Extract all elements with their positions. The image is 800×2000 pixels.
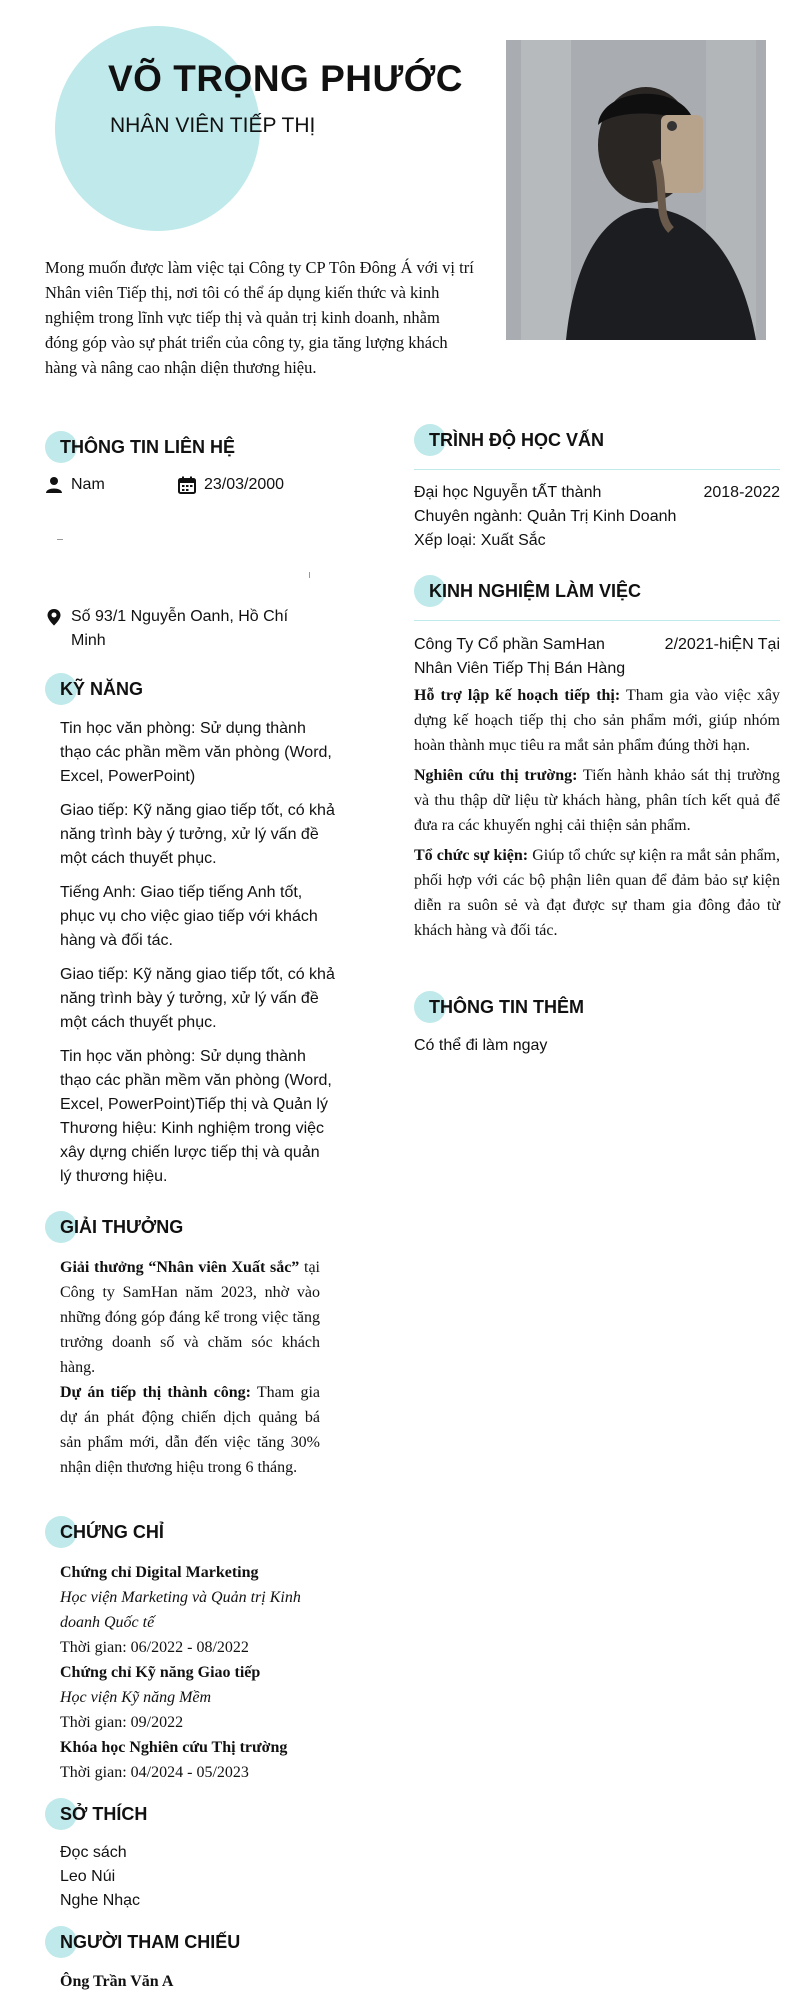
- duty-item: [414, 843, 780, 943]
- duty-title: Tổ chức sự kiện:: [414, 847, 529, 864]
- hobbies-list: [60, 1841, 320, 1913]
- cert-time: Thời gian: 04/2024 - 05/2023: [60, 1764, 249, 1781]
- experience-heading: KINH NGHIỆM LÀM VIỆC: [429, 581, 642, 601]
- education-details: [414, 481, 780, 553]
- cert-name: Chứng chỉ Digital Marketing: [60, 1564, 259, 1581]
- certificates-list: [60, 1560, 330, 1785]
- skill-item: Tin học văn phòng: Sử dụng thành thạo các phần mềm văn phòng (Word, Excel, PowerPoint): [60, 720, 332, 785]
- empty-field-mark: [57, 539, 63, 540]
- career-objective: Mong muốn được làm việc tại Công ty CP Tôn Đông Á với vị trí Nhân viên Tiếp thị, nơi tôi có thể áp dụng kiến thức và kinh nghiệm trong lĩnh vực tiếp thị và quản trị kinh doanh, nhằm đóng góp vào sự phát triển của công ty, gia tăng lượng khách hàng và nâng cao nhận diện thương hiệu.: [45, 258, 474, 377]
- education-section: [414, 424, 780, 471]
- skill-item: Giao tiếp: Kỹ năng giao tiếp tốt, có khả năng trình bày ý tưởng, xử lý vấn đề một cách thuyết phục.: [60, 966, 335, 1031]
- education-grade: Xếp loại: Xuất Sắc: [414, 532, 546, 549]
- award-item: [60, 1380, 320, 1480]
- additional-info-heading: THÔNG TIN THÊM: [429, 997, 584, 1017]
- certificates-section: [45, 1516, 335, 1548]
- duty-description: Tiến hành khảo sát thị trường và thu thập dữ liệu từ khách hàng, phân tích kết quả để đưa ra các khuyến nghị cải thiện sản phẩm.: [414, 767, 780, 834]
- contact-heading: THÔNG TIN LIÊN HỆ: [60, 437, 235, 457]
- references-heading: NGƯỜI THAM CHIẾU: [60, 1932, 241, 1952]
- cert-name: Chứng chỉ Kỹ năng Giao tiếp: [60, 1664, 261, 1681]
- duty-item: [414, 683, 780, 758]
- candidate-name: VÕ TRỌNG PHƯỚC: [108, 58, 463, 99]
- experience-duties: [414, 683, 780, 943]
- school-name: Đại học Nguyễn tẤT thành: [414, 484, 602, 501]
- profile-photo: [506, 40, 766, 340]
- education-major: Chuyên ngành: Quản Trị Kinh Doanh: [414, 508, 677, 525]
- company-name: Công Ty Cổ phần SamHan: [414, 636, 605, 653]
- dob-value: 23/03/2000: [204, 476, 285, 493]
- profile-photo-illustration: [506, 40, 766, 340]
- awards-section: [45, 1211, 335, 1243]
- hobby-item: Nghe Nhạc: [60, 1892, 141, 1909]
- address-value: Số 93/1 Nguyễn Oanh, Hồ Chí Minh: [71, 608, 289, 649]
- education-years: 2018-2022: [703, 484, 780, 501]
- education-school-row: [414, 481, 780, 505]
- reference-name: Ông Trần Văn A: [60, 1973, 174, 1990]
- experience-section: [414, 575, 780, 622]
- awards-list: [60, 1255, 320, 1480]
- award-item: [60, 1255, 320, 1380]
- skills-list: [60, 717, 335, 1199]
- skills-section: [45, 673, 335, 705]
- section-divider: [414, 469, 780, 470]
- award-description: tại Công ty SamHan năm 2023, nhờ vào những đóng góp đáng kể trong việc tăng trưởng doanh số và chăm sóc khách hàng.: [60, 1259, 320, 1376]
- person-icon: [45, 476, 63, 494]
- award-title: Dự án tiếp thị thành công:: [60, 1384, 251, 1401]
- hobbies-section: [45, 1798, 335, 1830]
- skill-item: Giao tiếp: Kỹ năng giao tiếp tốt, có khả năng trình bày ý tưởng, xử lý vấn đề một cách thuyết phục.: [60, 802, 335, 867]
- duty-item: [414, 763, 780, 838]
- candidate-job-title: NHÂN VIÊN TIẾP THỊ: [110, 114, 316, 137]
- duty-title: Hỗ trợ lập kế hoạch tiếp thị:: [414, 687, 621, 704]
- cert-org: Học viện Marketing và Quản trị Kinh doanh Quốc tế: [60, 1589, 301, 1631]
- gender-value: Nam: [71, 476, 105, 493]
- skill-item: Tin học văn phòng: Sử dụng thành thạo các phần mềm văn phòng (Word, Excel, PowerPoint)Tiếp thị và Quản lý Thương hiệu: Kinh nghiệm trong việc xây dựng chiến lược tiếp thị và quản lý thương hiệu.: [60, 1048, 332, 1185]
- location-pin-icon: [45, 608, 63, 626]
- skills-heading: KỸ NĂNG: [60, 679, 144, 699]
- duty-title: Nghiên cứu thị trường:: [414, 767, 578, 784]
- address-row: [45, 605, 315, 653]
- hobbies-heading: SỞ THÍCH: [60, 1804, 148, 1824]
- hobby-item: Leo Núi: [60, 1868, 116, 1885]
- empty-field-mark: [309, 572, 310, 578]
- certificates-heading: CHỨNG CHỈ: [60, 1522, 164, 1542]
- experience-details: [414, 633, 780, 943]
- award-title: Giải thưởng “Nhân viên Xuất sắc”: [60, 1259, 300, 1276]
- experience-company-row: [414, 633, 780, 657]
- cert-time: Thời gian: 06/2022 - 08/2022: [60, 1639, 249, 1656]
- duty-description: Tham gia vào việc xây dựng kế hoạch tiếp thị cho sản phẩm mới, giúp nhóm hoàn thành mục tiêu ra mắt sản phẩm đúng thời hạn.: [414, 687, 781, 754]
- education-heading: TRÌNH ĐỘ HỌC VẤN: [429, 430, 604, 450]
- dob-row: [178, 476, 284, 494]
- cert-name: Khóa học Nghiên cứu Thị trường: [60, 1739, 288, 1756]
- award-description: Tham gia dự án phát động chiến dịch quảng bá sản phẩm mới, dẫn đến việc tăng 30% nhận diện thương hiệu trong 6 tháng.: [60, 1384, 320, 1476]
- contact-section: [45, 431, 335, 463]
- section-divider: [414, 620, 780, 621]
- additional-info-section: [414, 991, 780, 1023]
- awards-heading: GIẢI THƯỞNG: [60, 1217, 184, 1237]
- cert-org: Học viện Kỹ năng Mềm: [60, 1689, 212, 1706]
- additional-info-text: Có thể đi làm ngay: [414, 1037, 548, 1054]
- references-section: [45, 1926, 335, 1958]
- duty-description: Giúp tổ chức sự kiện ra mắt sản phẩm, phối hợp với các bộ phận liên quan để đảm bảo sự kiện diễn ra suôn sẻ và đạt được sự tham gia đông đảo từ khách hàng và đối tác.: [414, 847, 781, 939]
- experience-position: Nhân Viên Tiếp Thị Bán Hàng: [414, 660, 626, 677]
- calendar-icon: [178, 476, 196, 494]
- cert-time: Thời gian: 09/2022: [60, 1714, 184, 1731]
- hobby-item: Đọc sách: [60, 1844, 127, 1861]
- skill-item: Tiếng Anh: Giao tiếp tiếng Anh tốt, phục vụ cho việc giao tiếp với khách hàng và đối tác.: [60, 884, 318, 949]
- gender-row: [45, 476, 105, 494]
- experience-period: 2/2021-hiỆN Tại: [664, 636, 780, 653]
